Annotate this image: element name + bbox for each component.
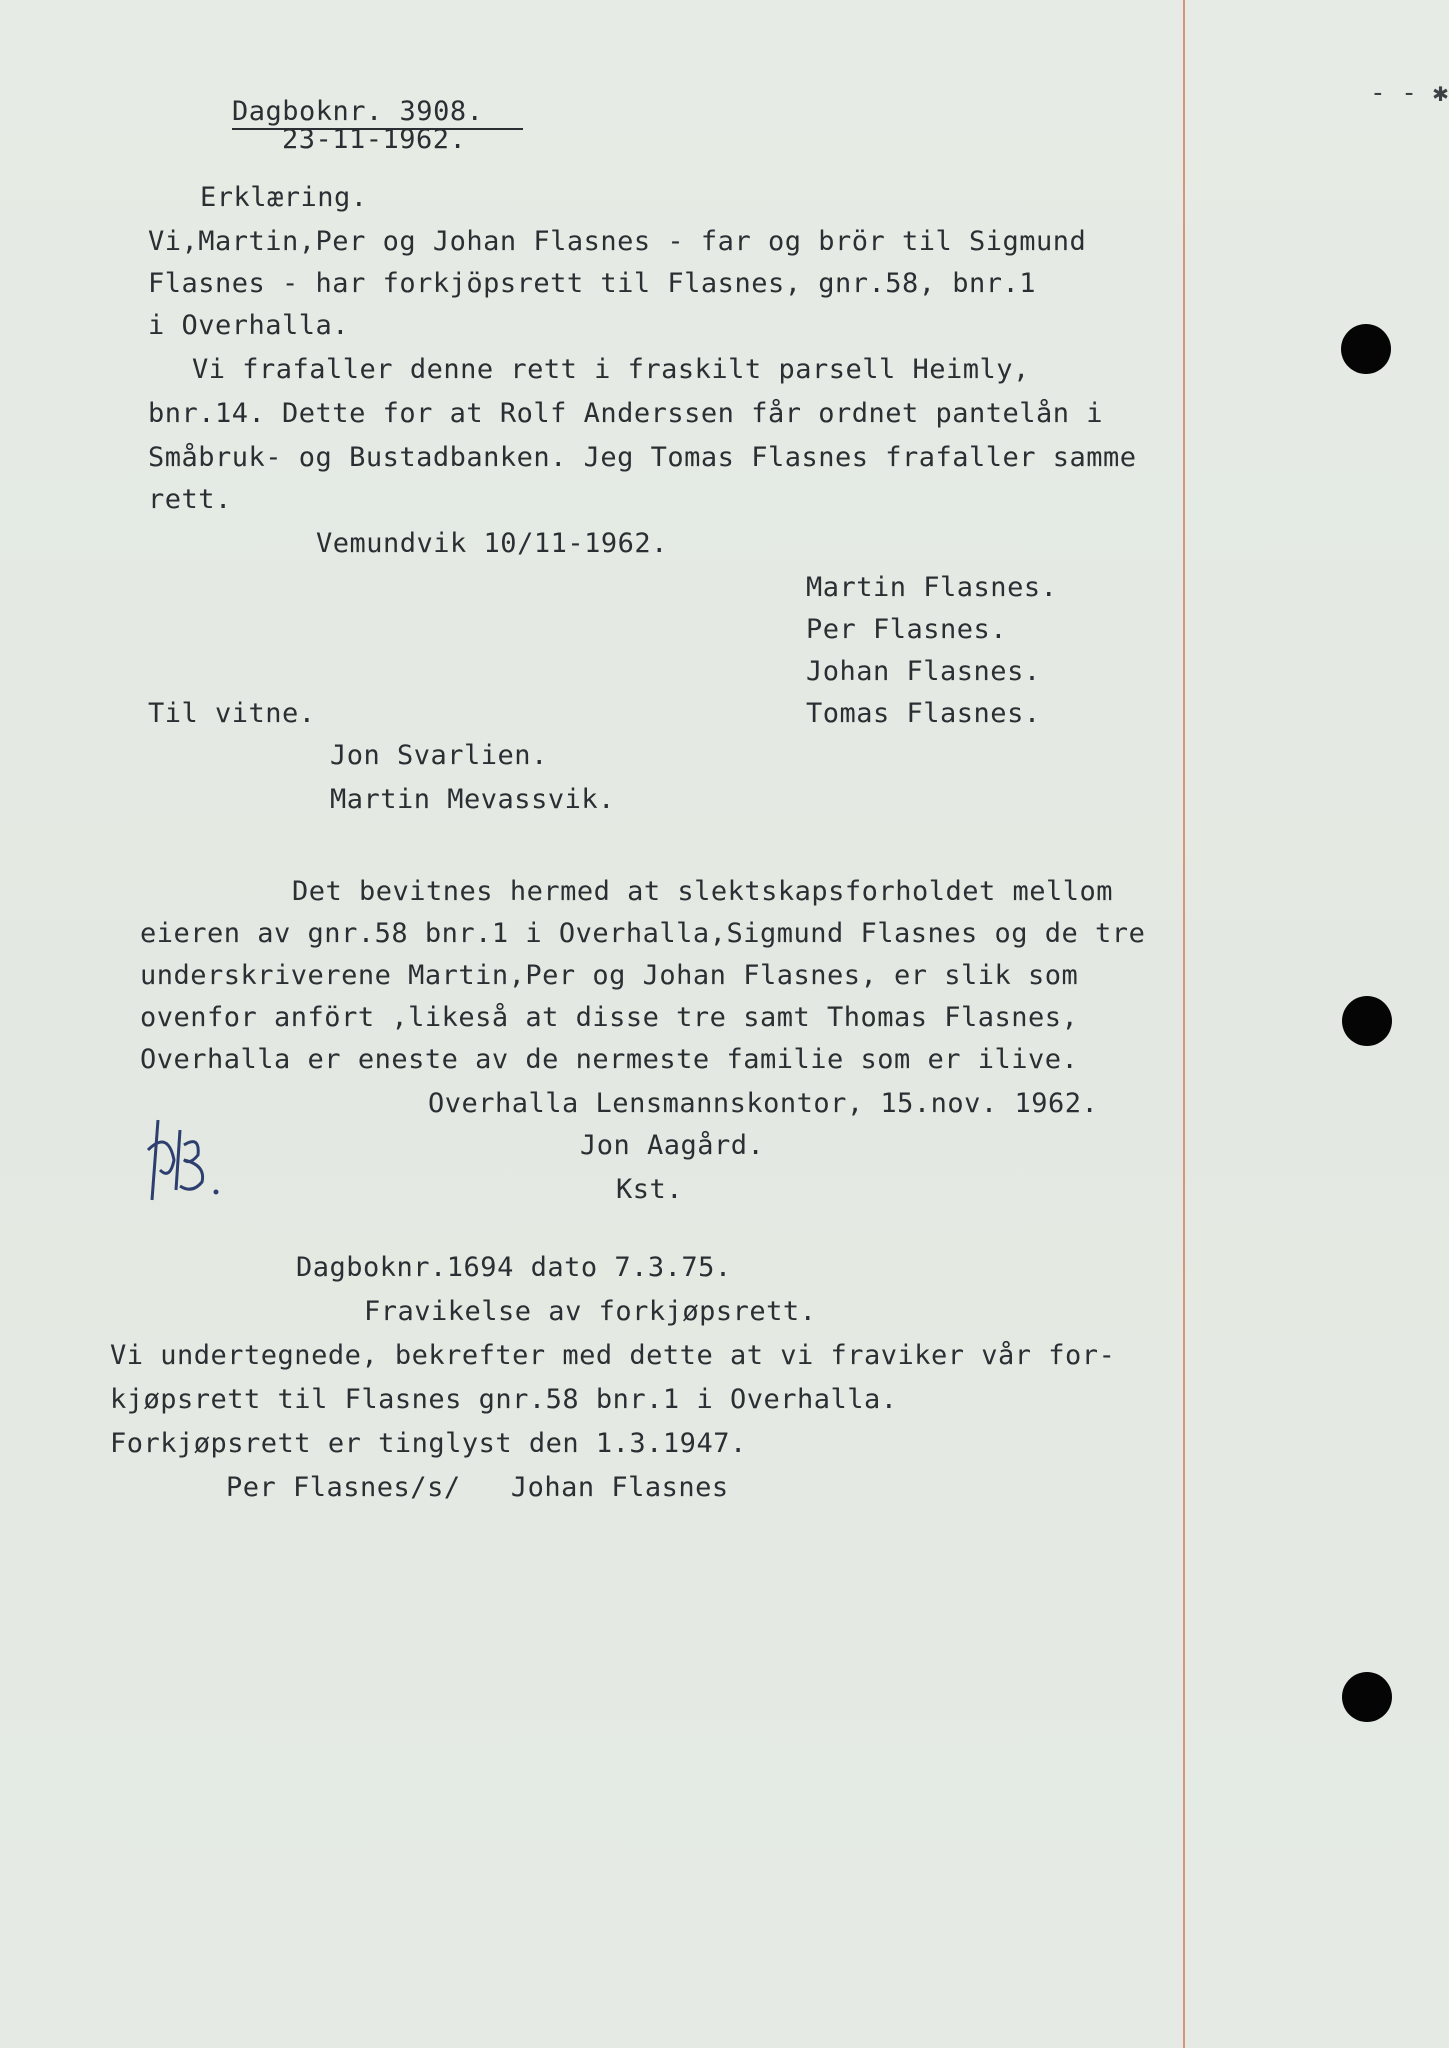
- declaration-title: Erklæring.: [200, 182, 368, 213]
- declaration-line: rett.: [148, 484, 232, 515]
- corner-mark: - - ✱: [1370, 78, 1449, 108]
- waiver-line: kjøpsrett til Flasnes gnr.58 bnr.1 i Overhalla.: [110, 1384, 898, 1415]
- header-date: 23-11-1962.: [282, 124, 467, 155]
- witness-label: Til vitne.: [148, 698, 316, 729]
- witness: Jon Svarlien.: [330, 740, 548, 771]
- declaration-line: bnr.14. Dette for at Rolf Anderssen får ordnet pantelån i: [148, 398, 1104, 429]
- certification-line: Overhalla er eneste av de nermeste familie som er ilive.: [140, 1044, 1079, 1075]
- signatory: Johan Flasnes.: [806, 656, 1041, 687]
- declaration-line: Flasnes - har forkjöpsrett til Flasnes, gnr.58, bnr.1: [148, 268, 1037, 299]
- signatory: Martin Flasnes.: [806, 572, 1058, 603]
- waiver-line: Forkjøpsrett er tinglyst den 1.3.1947.: [110, 1428, 747, 1459]
- signatory: Per Flasnes.: [806, 614, 1008, 645]
- waiver-dagboknr: Dagboknr.1694 dato 7.3.75.: [296, 1252, 732, 1283]
- waiver-title: Fravikelse av forkjøpsrett.: [364, 1296, 817, 1327]
- waiver-signatures: Per Flasnes/s/ Johan Flasnes: [226, 1472, 729, 1503]
- punch-hole-top: [1341, 324, 1391, 374]
- certification-signer-title: Kst.: [616, 1174, 684, 1205]
- certification-line: eieren av gnr.58 bnr.1 i Overhalla,Sigmund Flasnes og de tre: [140, 918, 1146, 949]
- waiver-line: Vi undertegnede, bekrefter med dette at vi fraviker vår for-: [110, 1340, 1116, 1371]
- declaration-line: Vi,Martin,Per og Johan Flasnes - far og brör til Sigmund: [148, 226, 1087, 257]
- witness: Martin Mevassvik.: [330, 784, 615, 815]
- certification-line: ovenfor anfört ,likeså at disse tre samt Thomas Flasnes,: [140, 1002, 1079, 1033]
- header-dagboknr: Dagboknr. 3908.: [232, 96, 523, 130]
- red-margin-line: [1183, 0, 1185, 2048]
- signatory: Tomas Flasnes.: [806, 698, 1041, 729]
- handwritten-initials: [140, 1110, 230, 1210]
- punch-hole-middle: [1342, 996, 1392, 1046]
- certification-signer: Jon Aagård.: [580, 1130, 765, 1161]
- certification-line: underskriverene Martin,Per og Johan Flasnes, er slik som: [140, 960, 1079, 991]
- declaration-line: i Overhalla.: [148, 310, 350, 341]
- declaration-line: Småbruk- og Bustadbanken. Jeg Tomas Flasnes frafaller samme: [148, 442, 1137, 473]
- punch-hole-bottom: [1342, 1672, 1392, 1722]
- declaration-line: Vi frafaller denne rett i fraskilt parsell Heimly,: [192, 354, 1030, 385]
- declaration-place-date: Vemundvik 10/11-1962.: [316, 528, 668, 559]
- certification-office-date: Overhalla Lensmannskontor, 15.nov. 1962.: [428, 1088, 1099, 1119]
- certification-line: Det bevitnes hermed at slektskapsforholdet mellom: [292, 876, 1114, 907]
